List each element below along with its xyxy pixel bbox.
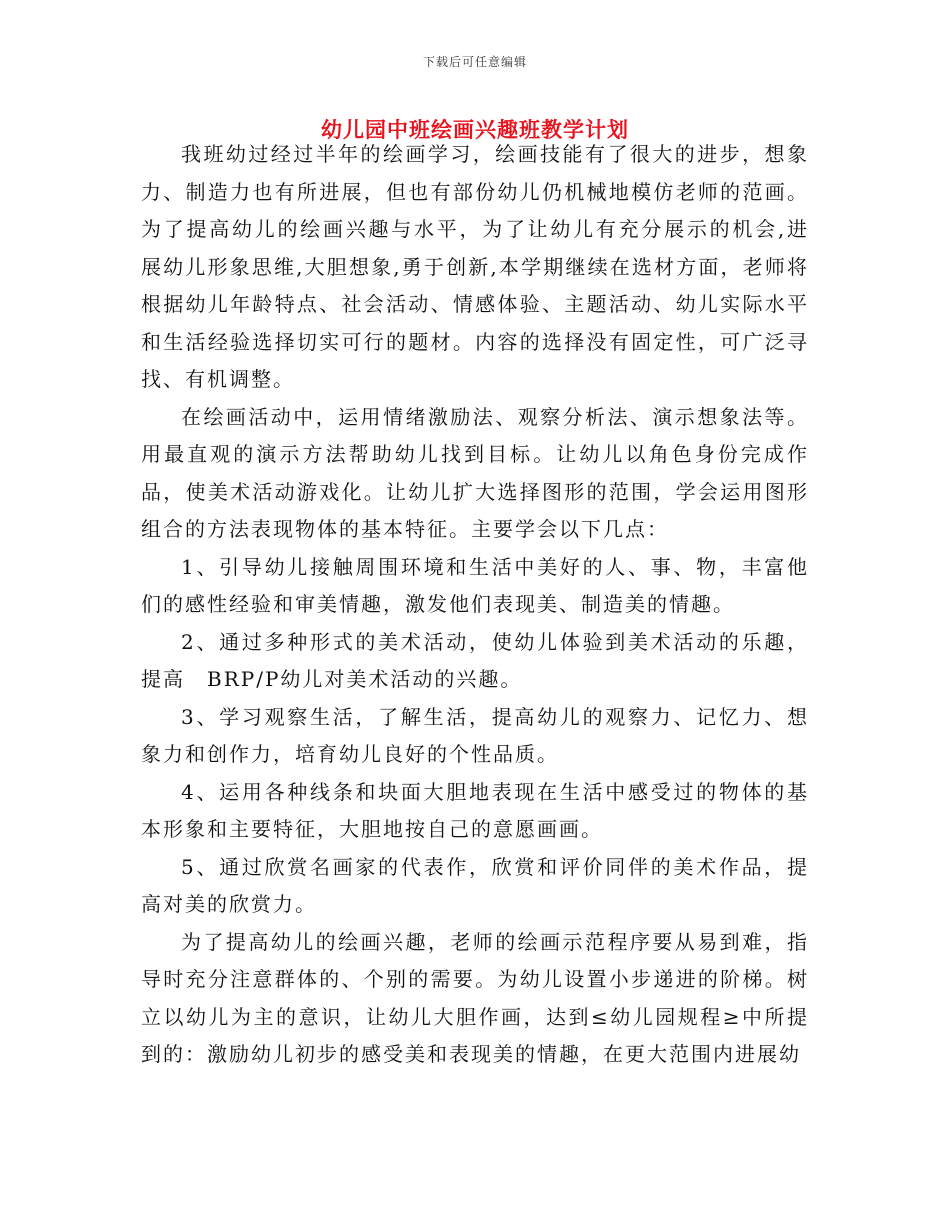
paragraph-intro: 我班幼过经过半年的绘画学习，绘画技能有了很大的进步，想象力、制造力也有所进展，但也有部份幼儿仍机械地模仿老师的范画。为了提高幼儿的绘画兴趣与水平，为了让幼儿有充分展示的机会,进展幼儿形象思维,大胆想象,勇于创新,本学期继续在选材方面，老师将根据幼儿年龄特点、社会活动、情感体验、主题活动、幼儿实际水平和生活经验选择切实可行的题材。内容的选择没有固定性，可广泛寻找、有机调整。 (141, 142, 809, 391)
document-body (141, 136, 809, 1074)
paragraph-guidance: 为了提高幼儿的绘画兴趣，老师的绘画示范程序要从易到难，指导时充分注意群体的、个别的需要。为幼儿设置小步递进的阶梯。树立以幼儿为主的意识，让幼儿大胆作画，达到≤幼儿园规程≥中所提到的：激励幼儿初步的感受美和表现美的情趣，在更大范围内进展幼 (141, 929, 809, 1066)
list-item-1: 1、引导幼儿接触周围环境和生活中美好的人、事、物，丰富他们的感性经验和审美情趣，激发他们表现美、制造美的情趣。 (141, 554, 809, 616)
header-note: 下载后可任意编辑 (422, 55, 527, 69)
list-item-4: 4、运用各种线条和块面大胆地表现在生活中感受过的物体的基本形象和主要特征，大胆地按自己的意愿画画。 (141, 779, 809, 841)
paragraph-methods: 在绘画活动中，运用情绪激励法、观察分析法、演示想象法等。用最直观的演示方法帮助幼儿找到目标。让幼儿以角色身份完成作品，使美术活动游戏化。让幼儿扩大选择图形的范围，学会运用图形组合的方法表现物体的基本特征。主要学会以下几点： (141, 404, 809, 541)
list-item-5: 5、通过欣赏名画家的代表作，欣赏和评价同伴的美术作品，提高对美的欣赏力。 (141, 854, 809, 916)
list-item-2: 2、通过多种形式的美术活动，使幼儿体验到美术活动的乐趣，提高 BRP/P幼儿对美术活动的兴趣。 (141, 629, 809, 691)
list-item-3: 3、学习观察生活，了解生活，提高幼儿的观察力、记忆力、想象力和创作力，培育幼儿良好的个性品质。 (141, 704, 809, 766)
document-title: 幼儿园中班绘画兴趣班教学计划 (321, 118, 629, 142)
